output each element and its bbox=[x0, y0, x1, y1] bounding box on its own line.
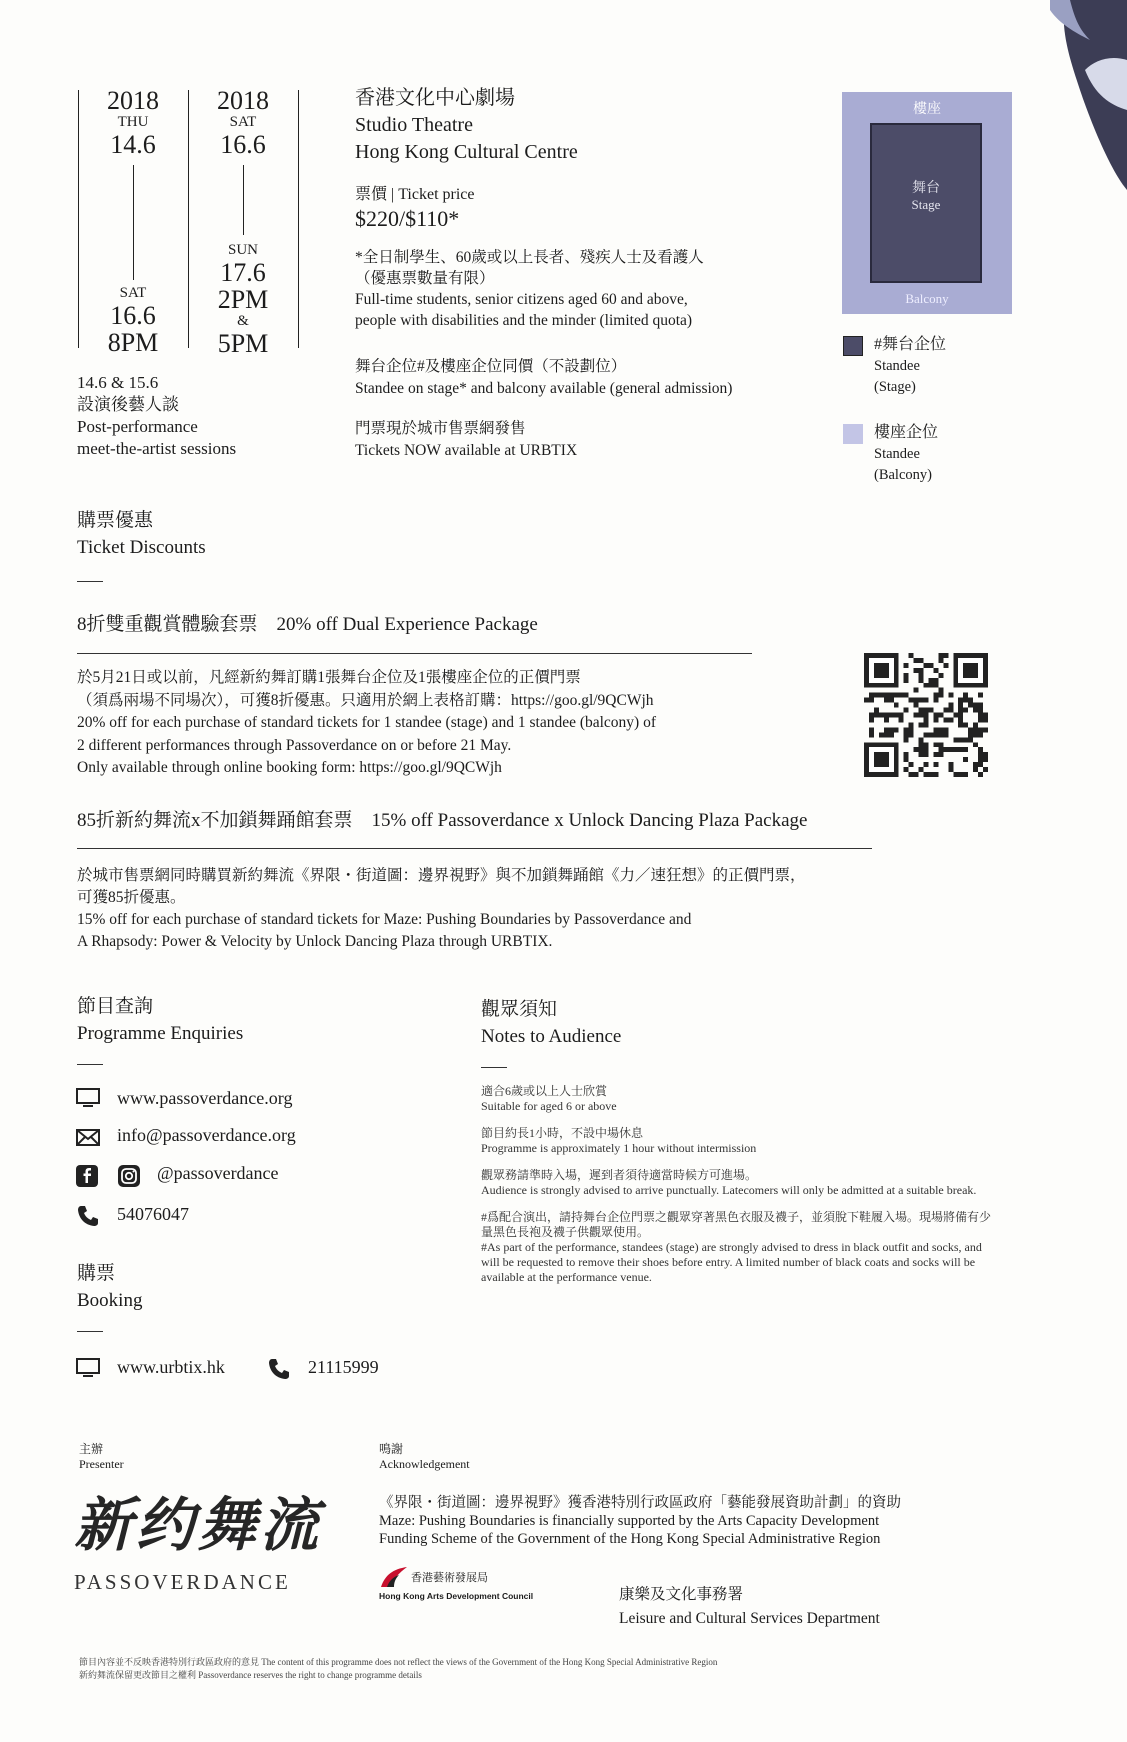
note-zh: 適合6歲或以上人士欣賞 bbox=[481, 1084, 608, 1098]
date-column-2 bbox=[188, 88, 298, 158]
note-zh: #爲配合演出，請持舞台企位門票之觀眾穿著黑色衣服及襪子，並須脫下鞋履入場。現場將備有少量黑色長袍及襪子供觀眾使用。 bbox=[481, 1210, 992, 1239]
booking-phone[interactable]: 21115999 bbox=[308, 1357, 379, 1377]
day-of-week: SAT bbox=[229, 114, 257, 130]
note-en: Programme is approximately 1 hour without intermission bbox=[481, 1141, 757, 1155]
date-range-line bbox=[133, 165, 134, 280]
talk-en-1: Post-performance bbox=[77, 417, 198, 436]
dash bbox=[77, 581, 103, 582]
notes-title-en: Notes to Audience bbox=[481, 1026, 622, 1047]
package-2-rule bbox=[77, 848, 872, 849]
concession-zh-2: （優惠票數量有限） bbox=[355, 270, 495, 287]
tickets-now-block bbox=[355, 418, 577, 462]
dash bbox=[481, 1067, 507, 1068]
package-1-line: 20% off for each purchase of standard tickets for 1 standee (stage) and 1 standee (balcony) of bbox=[77, 714, 657, 731]
ack-line-3: Funding Scheme of the Government of the Hong Kong Special Administrative Region bbox=[379, 1531, 881, 1547]
seat-map-balcony-top-label: 樓座 bbox=[913, 102, 941, 117]
talk-dates: 14.6 & 15.6 bbox=[77, 373, 159, 392]
legend-balcony-en-1: Standee bbox=[874, 446, 920, 462]
legend-balcony-en-2: (Balcony) bbox=[874, 467, 932, 483]
date: 16.6 bbox=[110, 301, 156, 330]
year: 2018 bbox=[107, 86, 159, 115]
stage-area bbox=[870, 123, 982, 283]
standee-zh: 舞台企位#及樓座企位同價（不設劃位） bbox=[355, 358, 627, 375]
year: 2018 bbox=[217, 86, 269, 115]
legend-swatch-balcony bbox=[843, 424, 863, 444]
package-1-body bbox=[77, 667, 656, 780]
date: 14.6 bbox=[110, 130, 156, 159]
discounts-title-zh: 購票優惠 bbox=[77, 510, 154, 531]
tickets-now-zh: 門票現於城市售票網發售 bbox=[355, 420, 526, 437]
enquiries-email[interactable]: info@passoverdance.org bbox=[117, 1125, 296, 1145]
discounts-title bbox=[77, 507, 206, 561]
ampersand: & bbox=[237, 313, 249, 329]
ack-text bbox=[379, 1494, 1019, 1548]
package-1-line: 2 different performances through Passoverdance on or before 21 May. bbox=[77, 736, 512, 754]
hkadc-en: Hong Kong Arts Development Council bbox=[379, 1591, 534, 1601]
phone-icon bbox=[76, 1204, 100, 1233]
legend-balcony-zh: 樓座企位 bbox=[874, 424, 939, 441]
standee-en: Standee on stage* and balcony available (general admission) bbox=[355, 380, 733, 397]
ack-en: Acknowledgement bbox=[379, 1457, 470, 1471]
concession-en-2: people with disabilities and the minder (limited quota) bbox=[355, 312, 693, 329]
legend-balcony bbox=[874, 422, 938, 486]
price-value: $220/$110* bbox=[355, 206, 460, 231]
booking-title bbox=[77, 1260, 142, 1314]
seat-map-balcony-bottom-label: Balcony bbox=[905, 291, 949, 306]
dancer-photo-fragment bbox=[1050, 0, 1127, 200]
venue-en-1: Studio Theatre bbox=[355, 114, 473, 136]
note-en: Audience is strongly advised to arrive punctually. Latecomers will only be admitted at a suitable break. bbox=[481, 1183, 977, 1197]
package-2-line: 15% off for each purchase of standard tickets for Maze: Pushing Boundaries by Passoverdance and bbox=[77, 911, 692, 928]
date-column-1-end bbox=[78, 285, 188, 356]
time: 5PM bbox=[217, 329, 269, 358]
price-label: 票價 | Ticket price bbox=[355, 186, 475, 203]
time: 8PM bbox=[107, 328, 159, 357]
day-of-week: THU bbox=[117, 114, 149, 130]
talk-zh: 設演後藝人談 bbox=[77, 395, 179, 414]
enquiries-website[interactable]: www.passoverdance.org bbox=[117, 1088, 293, 1108]
stage-label-zh: 舞台 bbox=[912, 181, 940, 196]
package-1-line: Only available through online booking form: https://goo.gl/9QCWjh bbox=[77, 759, 502, 776]
package-1-line: （須爲兩場不同場次），可獲8折優惠。只適用於網上表格訂購：https://goo.gl/9QCWjh bbox=[77, 691, 654, 709]
legend-stage-en-2: (Stage) bbox=[874, 379, 916, 395]
standee-block bbox=[355, 356, 732, 400]
venue-block bbox=[355, 85, 578, 166]
hkadc-zh: 香港藝術發展局 bbox=[411, 1572, 488, 1584]
presenter-label bbox=[79, 1442, 124, 1472]
stage-label-en: Stage bbox=[911, 197, 941, 212]
day-of-week: SUN bbox=[227, 242, 258, 258]
presenter-en: Presenter bbox=[79, 1457, 124, 1471]
date-range-line bbox=[243, 165, 244, 235]
note-zh: 節目約長1小時，不設中場休息 bbox=[481, 1126, 644, 1140]
package-1-title: 8折雙重觀賞體驗套票 20% off Dual Experience Package bbox=[77, 614, 538, 635]
footer-line-2: 新約舞流保留更改節目之權利 Passoverdance reserves the right to change programme details bbox=[79, 1670, 422, 1680]
logo-calligraphy: 新约舞流 bbox=[74, 1493, 323, 1558]
date: 17.6 bbox=[220, 258, 266, 287]
legend-stage bbox=[874, 334, 946, 398]
time: 2PM bbox=[217, 285, 269, 314]
ack-zh: 鳴謝 bbox=[379, 1442, 404, 1456]
qr-code[interactable] bbox=[864, 653, 988, 777]
legend-swatch-stage bbox=[843, 336, 863, 356]
enquiries-title bbox=[77, 993, 243, 1047]
seat-map bbox=[842, 92, 1012, 314]
ack-label bbox=[379, 1442, 470, 1472]
notes-title-zh: 觀眾須知 bbox=[481, 999, 558, 1020]
legend-stage-zh: #舞台企位 bbox=[874, 336, 947, 353]
note-en: Suitable for aged 6 or above bbox=[481, 1099, 617, 1113]
tickets-now-en: Tickets NOW available at URBTIX bbox=[355, 442, 578, 459]
computer-icon bbox=[76, 1088, 100, 1113]
venue-zh: 香港文化中心劇場 bbox=[355, 87, 515, 109]
facebook-icon[interactable] bbox=[76, 1165, 98, 1192]
venue-en-2: Hong Kong Cultural Centre bbox=[355, 141, 578, 163]
date-column-2-end bbox=[188, 242, 298, 357]
package-2-line: 於城市售票網同時購買新約舞流《界限・街道圖：邊界視野》與不加鎖舞踊館《力／速狂想》的正價門票， bbox=[77, 867, 806, 884]
passoverdance-logo bbox=[74, 1490, 324, 1595]
lcsd-en: Leisure and Cultural Services Department bbox=[619, 1610, 880, 1627]
date-column-1 bbox=[78, 88, 188, 158]
note-zh: 觀眾務請準時入場，遲到者須待適當時候方可進場。 bbox=[481, 1168, 758, 1182]
booking-title-zh: 購票 bbox=[77, 1263, 116, 1284]
note-en: #As part of the performance, standees (stage) are strongly advised to dress in black outfit and socks, and will be requested to remove their shoes before entry. A limited number of black coats and socks will be available at the performance venue. bbox=[481, 1240, 982, 1284]
footer-line-1: 節目內容並不反映香港特別行政區政府的意見 The content of this programme does not reflect the views of the Government of the Hong Kong Special Administrative Region bbox=[79, 1657, 718, 1667]
date: 16.6 bbox=[220, 130, 266, 159]
package-1-line: 於5月21日或以前，凡經新約舞訂購1張舞台企位及1張樓座企位的正價門票 bbox=[77, 669, 581, 686]
booking-website[interactable]: www.urbtix.hk bbox=[117, 1357, 225, 1377]
day-of-week: SAT bbox=[119, 285, 147, 301]
package-1-rule bbox=[77, 653, 752, 654]
date-divider-right bbox=[298, 90, 299, 348]
mail-icon bbox=[76, 1129, 100, 1151]
logo-wordmark: PASSOVERDANCE bbox=[74, 1570, 291, 1594]
enquiries-social[interactable]: @passoverdance bbox=[157, 1163, 279, 1183]
hkadc-mark-icon bbox=[379, 1565, 409, 1591]
package-2-title: 85折新約舞流x不加鎖舞踊館套票 15% off Passoverdance x Unlock Dancing Plaza Package bbox=[77, 810, 808, 831]
notes-title bbox=[481, 996, 621, 1050]
concession-block bbox=[355, 247, 704, 331]
price-block bbox=[355, 184, 475, 232]
instagram-icon[interactable] bbox=[118, 1165, 140, 1192]
presenter-zh: 主辦 bbox=[79, 1442, 104, 1456]
ack-line-1: 《界限・街道圖：邊界視野》獲香港特別行政區政府「藝能發展資助計劃」的資助 bbox=[379, 1495, 901, 1511]
lcsd-credit bbox=[619, 1583, 880, 1631]
package-2-body bbox=[77, 865, 806, 953]
talk-info bbox=[77, 372, 236, 460]
dash bbox=[77, 1064, 103, 1065]
enquiries-title-zh: 節目查詢 bbox=[77, 996, 154, 1017]
enquiries-phone[interactable]: 54076047 bbox=[117, 1204, 189, 1224]
legend-stage-en-1: Standee bbox=[874, 358, 920, 374]
note-item bbox=[481, 1168, 991, 1198]
ack-line-2: Maze: Pushing Boundaries is financially supported by the Arts Capacity Development bbox=[379, 1513, 880, 1529]
footer bbox=[79, 1656, 717, 1682]
talk-en-2: meet-the-artist sessions bbox=[77, 439, 237, 458]
concession-zh-1: *全日制學生、60歲或以上長者、殘疾人士及看護人 bbox=[355, 249, 704, 266]
booking-title-en: Booking bbox=[77, 1290, 143, 1311]
discounts-title-en: Ticket Discounts bbox=[77, 537, 206, 558]
enquiries-title-en: Programme Enquiries bbox=[77, 1023, 244, 1044]
lcsd-zh: 康樂及文化事務署 bbox=[619, 1586, 744, 1603]
note-item bbox=[481, 1126, 991, 1156]
package-2-line: A Rhapsody: Power & Velocity by Unlock Dancing Plaza through URBTIX. bbox=[77, 933, 553, 950]
notes-list bbox=[481, 1084, 991, 1285]
dash bbox=[77, 1331, 103, 1332]
note-item bbox=[481, 1084, 991, 1114]
concession-en-1: Full-time students, senior citizens aged 60 and above, bbox=[355, 291, 688, 308]
package-2-line: 可獲85折優惠。 bbox=[77, 889, 186, 906]
phone-icon bbox=[267, 1357, 291, 1386]
computer-icon bbox=[76, 1358, 100, 1383]
note-item bbox=[481, 1210, 991, 1285]
